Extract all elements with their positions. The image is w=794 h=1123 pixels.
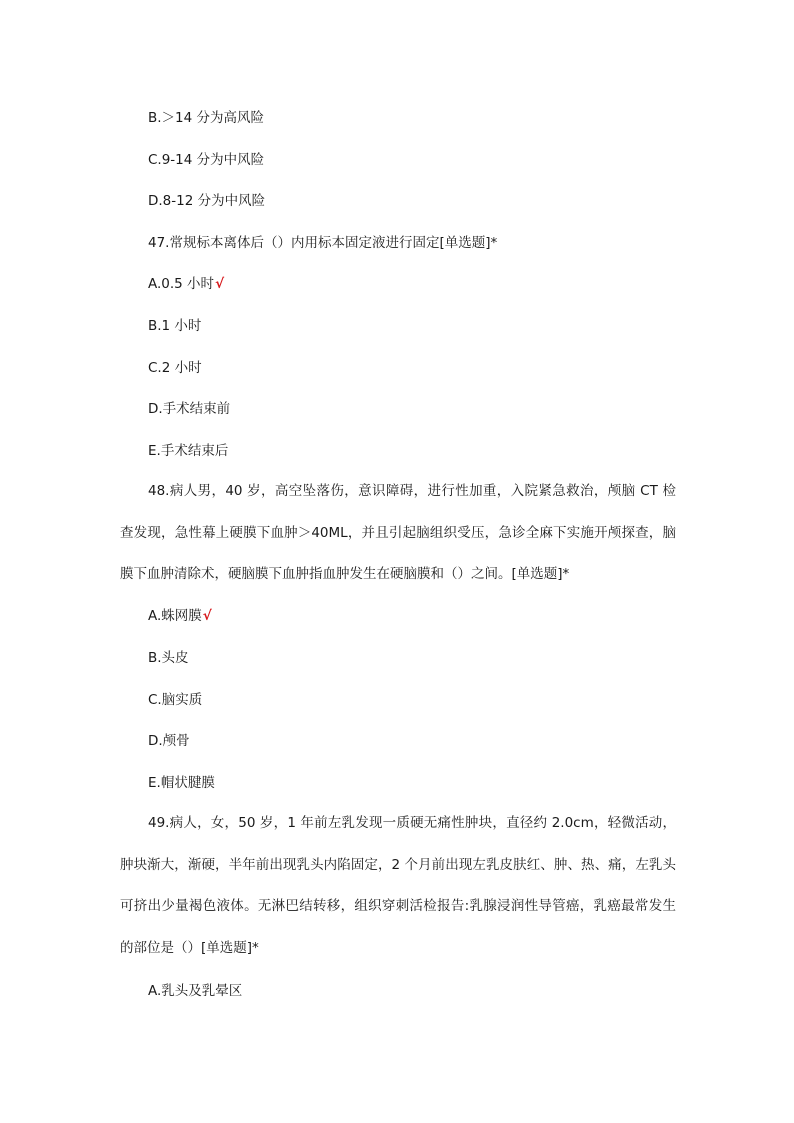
q49-stem: 49.病人，女，50 岁，1 年前左乳发现一质硬无痛性肿块，直径约 2.0cm，轻微活动，肿块渐大，渐硬，半年前出现乳头内陷固定，2 个月前出现左乳皮肤红、肿、热、痛，左乳头可挤出少量褐色液体。无淋巴结转移，组织穿刺活检报告:乳腺浸润性导管癌，乳癌最常发生的部位是（）[单选题]* xyxy=(120,815,676,956)
correct-check-icon: √ xyxy=(215,276,225,292)
q49-option-a: A.乳头及乳晕区 xyxy=(148,983,243,999)
q47-option-c: C.2 小时 xyxy=(148,360,202,376)
option-text: A.0.5 小时 xyxy=(148,276,215,292)
q48-option-e: E.帽状腱膜 xyxy=(148,775,215,791)
q47-stem: 47.常规标本离体后（）内用标本固定液进行固定[单选题]* xyxy=(148,235,498,251)
q48-option-b: B.头皮 xyxy=(148,650,189,666)
option-text: A.蛛网膜 xyxy=(148,608,202,624)
q46-option-d: D.8-12 分为中风险 xyxy=(148,193,266,209)
q47-option-d: D.手术结束前 xyxy=(148,401,231,417)
q46-option-c: C.9-14 分为中风险 xyxy=(148,152,265,168)
q47-option-b: B.1 小时 xyxy=(148,318,202,334)
q47-option-a xyxy=(148,275,224,293)
q48-option-a xyxy=(148,607,212,625)
q48-option-c: C.脑实质 xyxy=(148,692,203,708)
q47-option-e: E.手术结束后 xyxy=(148,443,229,459)
q48-option-d: D.颅骨 xyxy=(148,733,190,749)
q48-stem: 48.病人男，40 岁，高空坠落伤，意识障碍，进行性加重，入院紧急救治，颅脑 CT 检查发现，急性幕上硬膜下血肿＞40ML，并且引起脑组织受压，急诊全麻下实施开颅探查，脑膜下血肿清除术，硬脑膜下血肿指血肿发生在硬脑膜和（）之间。[单选题]* xyxy=(120,483,676,582)
correct-check-icon: √ xyxy=(202,608,212,624)
q46-option-b: B.＞14 分为高风险 xyxy=(148,110,265,126)
